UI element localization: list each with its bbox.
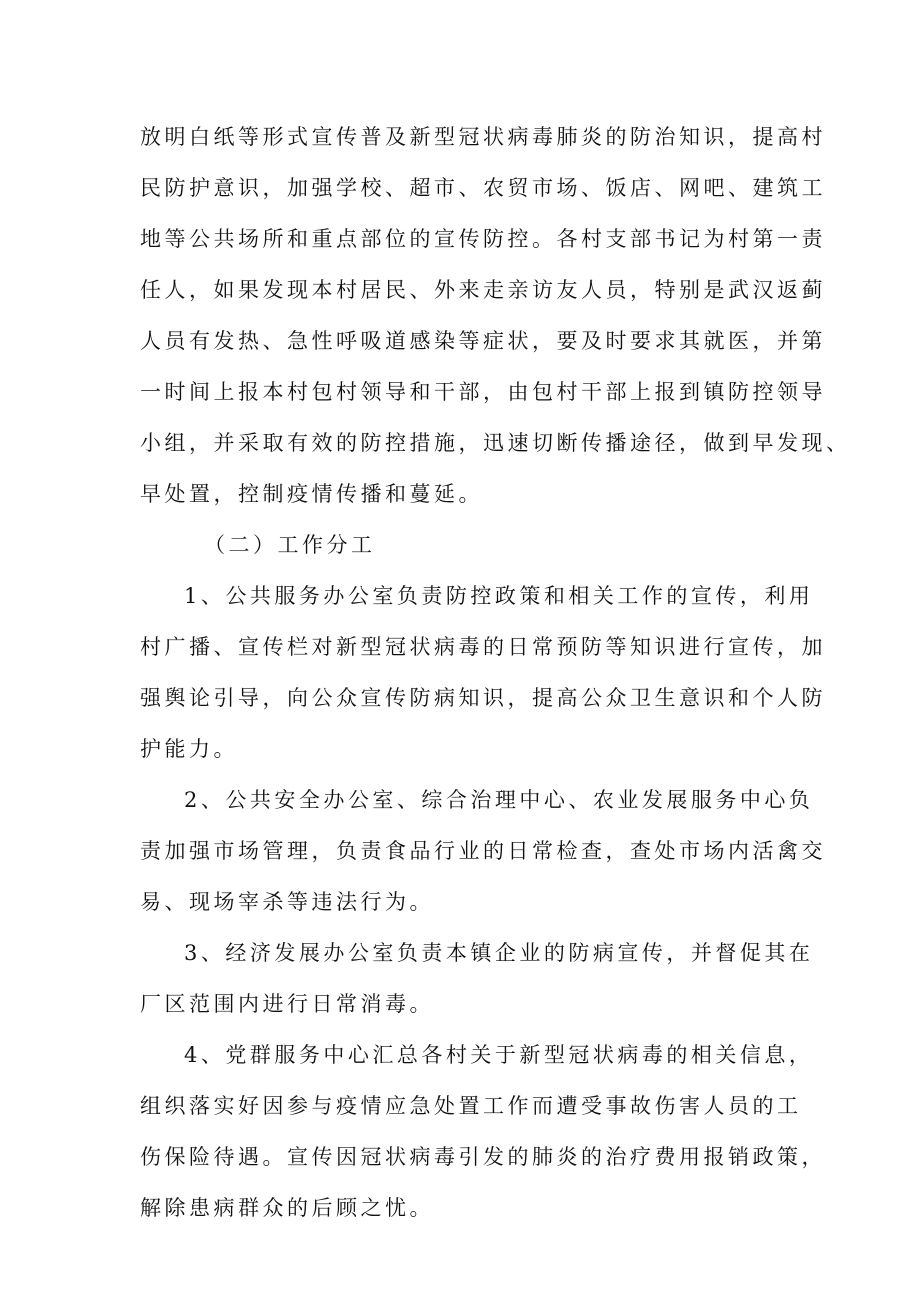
text-line: 3、经济发展办公室负责本镇企业的防病宣传，并督促其在 — [184, 941, 814, 965]
text-line: 任人，如果发现本村居民、外来走亲访友人员，特别是武汉返蓟 — [140, 278, 826, 302]
text-line: 护能力。 — [140, 737, 238, 761]
text-line: 人员有发热、急性呼吸道感染等症状，要及时要求其就医，并第 — [140, 329, 826, 353]
text-line: 4、党群服务中心汇总各村关于新型冠状病毒的相关信息， — [184, 1043, 814, 1067]
section-heading: （二）工作分工 — [204, 533, 376, 557]
text-line: 地等公共场所和重点部位的宣传防控。各村支部书记为村第一责 — [140, 227, 826, 251]
text-line: 放明白纸等形式宣传普及新型冠状病毒肺炎的防治知识，提高村 — [140, 125, 826, 149]
item-paragraph-2 — [140, 775, 826, 928]
text-line: 民防护意识，加强学校、超市、农贸市场、饭店、网吧、建筑工 — [140, 176, 826, 200]
document-body — [140, 112, 851, 1234]
intro-paragraph — [140, 112, 851, 520]
text-line: 2、公共安全办公室、综合治理中心、农业发展服务中心负 — [184, 788, 814, 812]
text-line: 村广播、宣传栏对新型冠状病毒的日常预防等知识进行宣传，加 — [140, 635, 826, 659]
text-line: 责加强市场管理，负责食品行业的日常检查，查处市场内活禽交 — [140, 839, 826, 863]
item-paragraph-3 — [140, 928, 814, 1030]
text-line: 组织落实好因参与疫情应急处置工作而遭受事故伤害人员的工 — [140, 1094, 802, 1118]
text-line: 伤保险待遇。宣传因冠状病毒引发的肺炎的治疗费用报销政策， — [140, 1145, 826, 1169]
text-line: 易、现场宰杀等违法行为。 — [140, 890, 434, 914]
item-paragraph-1 — [140, 571, 826, 775]
text-line: 小组，并采取有效的防控措施，迅速切断传播途径，做到早发现、 — [140, 431, 851, 455]
text-line: 强舆论引导，向公众宣传防病知识，提高公众卫生意识和个人防 — [140, 686, 826, 710]
text-line: 一时间上报本村包村领导和干部，由包村干部上报到镇防控领导 — [140, 380, 826, 404]
text-line: 解除患病群众的后顾之忧。 — [140, 1196, 434, 1220]
text-line: 1、公共服务办公室负责防控政策和相关工作的宣传，利用 — [184, 584, 814, 608]
item-paragraph-4 — [140, 1030, 826, 1234]
text-line: 早处置，控制疫情传播和蔓延。 — [140, 482, 483, 506]
text-line: 厂区范围内进行日常消毒。 — [140, 992, 434, 1016]
